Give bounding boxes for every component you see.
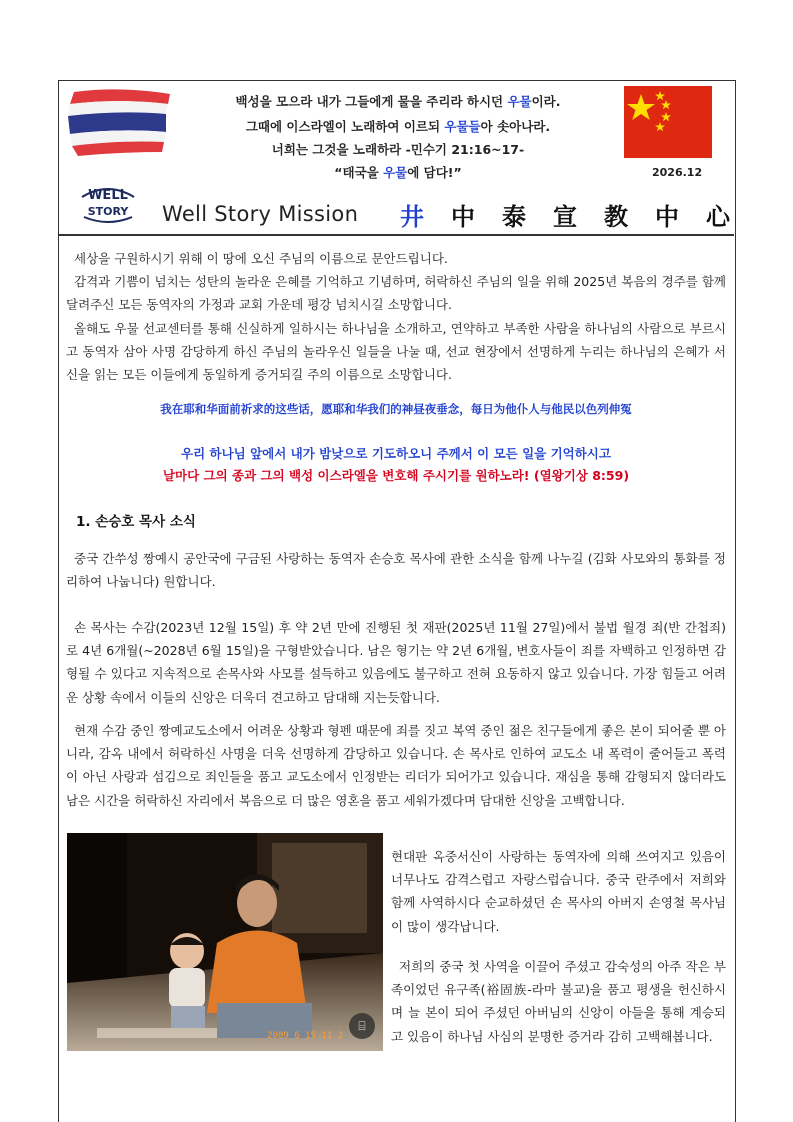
mission-cn-char: 井 bbox=[400, 202, 424, 231]
mission-name-en: Well Story Mission bbox=[162, 202, 359, 226]
news-paragraph-3: 현재 수감 중인 짱예교도소에서 어려운 상황과 형펜 때문에 죄를 짓고 복역 중인 젊은 친구들에게 좋은 본이 되어줄 뿐 아니라, 감옥 내에서 허락하신 사명을 더욱 선명하게 감당하고 있습니다. 손 목사로 인하여 교도소 내 폭력이 줄어들고 폭력이 아닌 사랑과 섬김으로 죄인들을 품고 교도소에서 인정받는 리더가 되어가고 있습니다. 재심을 통해 감형되지 않더라도 남은 시간을 허락하신 자리에서 복음으로 더 많은 영혼을 품고 세워가겠다며 담대한 신앙을 고백합니다. bbox=[66, 723, 726, 808]
mission-cn-char: 中 bbox=[451, 202, 475, 231]
slogan: “태국을 우물에 담다!” bbox=[334, 165, 462, 180]
verse-line-2: 그때에 이스라엘이 노래하여 이르되 우물들아 솟아나라. bbox=[245, 119, 551, 134]
mission-cn-char: 泰 bbox=[502, 202, 526, 231]
korean-prayer-line-1: 우리 하나님 앞에서 내가 밤낮으로 기도하오니 주께서 이 모든 일을 기억하시고 bbox=[181, 446, 611, 461]
news-paragraph-2: 손 목사는 수감(2023년 12월 15일) 후 약 2년 만에 진행된 첫 재판(2025년 11월 27일)에서 불법 월경 죄(반 간첩죄)로 4년 6개월(~2028년 6월 15일)을 구형받았습니다. 남은 형기는 약 2년 6개월, 변호사들이 죄를 자백하고 인정하면 감형될 수 있다고 지속적으로 손목사와 사모를 설득하고 있음에도 불구하고 전혀 요동하지 않고 있습니다. 가장 힘들고 어려운 상황 속에서 이들의 신앙은 더욱더 견고하고 담대해 지는듯합니다. bbox=[66, 620, 726, 705]
svg-text:STORY: STORY bbox=[87, 205, 129, 218]
mission-cn-char: 中 bbox=[655, 202, 679, 231]
scan-text-icon[interactable]: ⌸ bbox=[349, 1013, 375, 1039]
intro-greeting bbox=[66, 247, 726, 386]
verse-line-1: 백성을 모으라 내가 그들에게 물을 주리라 하시던 우물이라. bbox=[235, 94, 561, 109]
intro-paragraph: 감격과 기쁨이 넘치는 성탄의 놀라운 은혜를 기억하고 기념하며, 허락하신 주님의 일을 위해 2025년 복음의 경주를 함께 달려주신 모든 동역자의 가정과 교회 가운데 평강 넘치시길 소망합니다. bbox=[66, 274, 726, 313]
mission-name-cn bbox=[400, 197, 730, 232]
section-title: 1. 손승호 목사 소식 bbox=[76, 514, 196, 530]
header-divider bbox=[58, 234, 734, 236]
photo-timestamp: 2009 6 15 11 2 bbox=[267, 1031, 343, 1041]
family-photo-art bbox=[67, 833, 383, 1051]
svg-text:WELL: WELL bbox=[88, 188, 128, 203]
verse-line-3: 너희는 그것을 노래하라 -민수기 21:16~17- bbox=[271, 142, 525, 157]
intro-paragraph: 세상을 구원하시기 위해 이 땅에 오신 주님의 이름으로 문안드립니다. bbox=[74, 251, 448, 266]
mission-cn-char: 教 bbox=[604, 202, 628, 231]
china-flag-icon bbox=[624, 86, 712, 158]
mission-cn-char: 宣 bbox=[553, 202, 577, 231]
well-story-logo bbox=[78, 175, 138, 225]
news-paragraph-1: 중국 간쑤성 짱예시 공안국에 구금된 사랑하는 동역자 손승호 목사에 관한 소식을 함께 나누길 (김화 사모와의 통화를 정리하여 나눕니다) 원합니다. bbox=[66, 551, 726, 590]
intro-paragraph: 올해도 우물 선교센터를 통해 신실하게 일하시는 하나님을 소개하고, 연약하고 부족한 사람을 하나님의 사람으로 부르시고 동역자 삼아 사명 감당하게 하신 주님의 놀라우신 일들을 나눌 때, 선교 현장에서 선명하게 누리는 하나님의 은혜가 서신을 읽는 모든 이들에게 동일하게 증거되길 주의 이름으로 소망합니다. bbox=[66, 320, 726, 383]
korean-prayer-line-2: 날마다 그의 종과 그의 백성 이스라엘을 변호해 주시기를 원하노라! (열왕기상 8:59) bbox=[162, 468, 630, 483]
issue-date: 2026.12 bbox=[652, 166, 703, 179]
family-photo bbox=[67, 833, 383, 1051]
chinese-prayer-verse: 我在耶和华面前祈求的这些话，愿耶和华我们的神昼夜垂念，每日为他仆人与他民以色列伸冤 bbox=[160, 402, 632, 416]
thai-flag-icon bbox=[66, 86, 174, 158]
side-paragraph-1: 현대판 옥중서신이 사랑하는 동역자에 의해 쓰여지고 있음이 너무나도 감격스럽고 자랑스럽습니다. 중국 란주에서 저희와 함께 사역하시다 순교하셨던 손 목사의 아버지 손영철 목사님이 많이 생각납니다. bbox=[391, 849, 726, 934]
mission-cn-char: 心 bbox=[706, 202, 730, 231]
side-paragraph-2: 저희의 중국 첫 사역을 이끌어 주셨고 감숙성의 아주 작은 부족이었던 유구족(裕固族-라마 불교)을 품고 평생을 헌신하시며 늘 본이 되어 주셨던 아버님의 신앙이 아들을 통해 계승되고 있음이 하나님 사심의 분명한 증거라 감히 고백해봅니다. bbox=[391, 959, 726, 1044]
